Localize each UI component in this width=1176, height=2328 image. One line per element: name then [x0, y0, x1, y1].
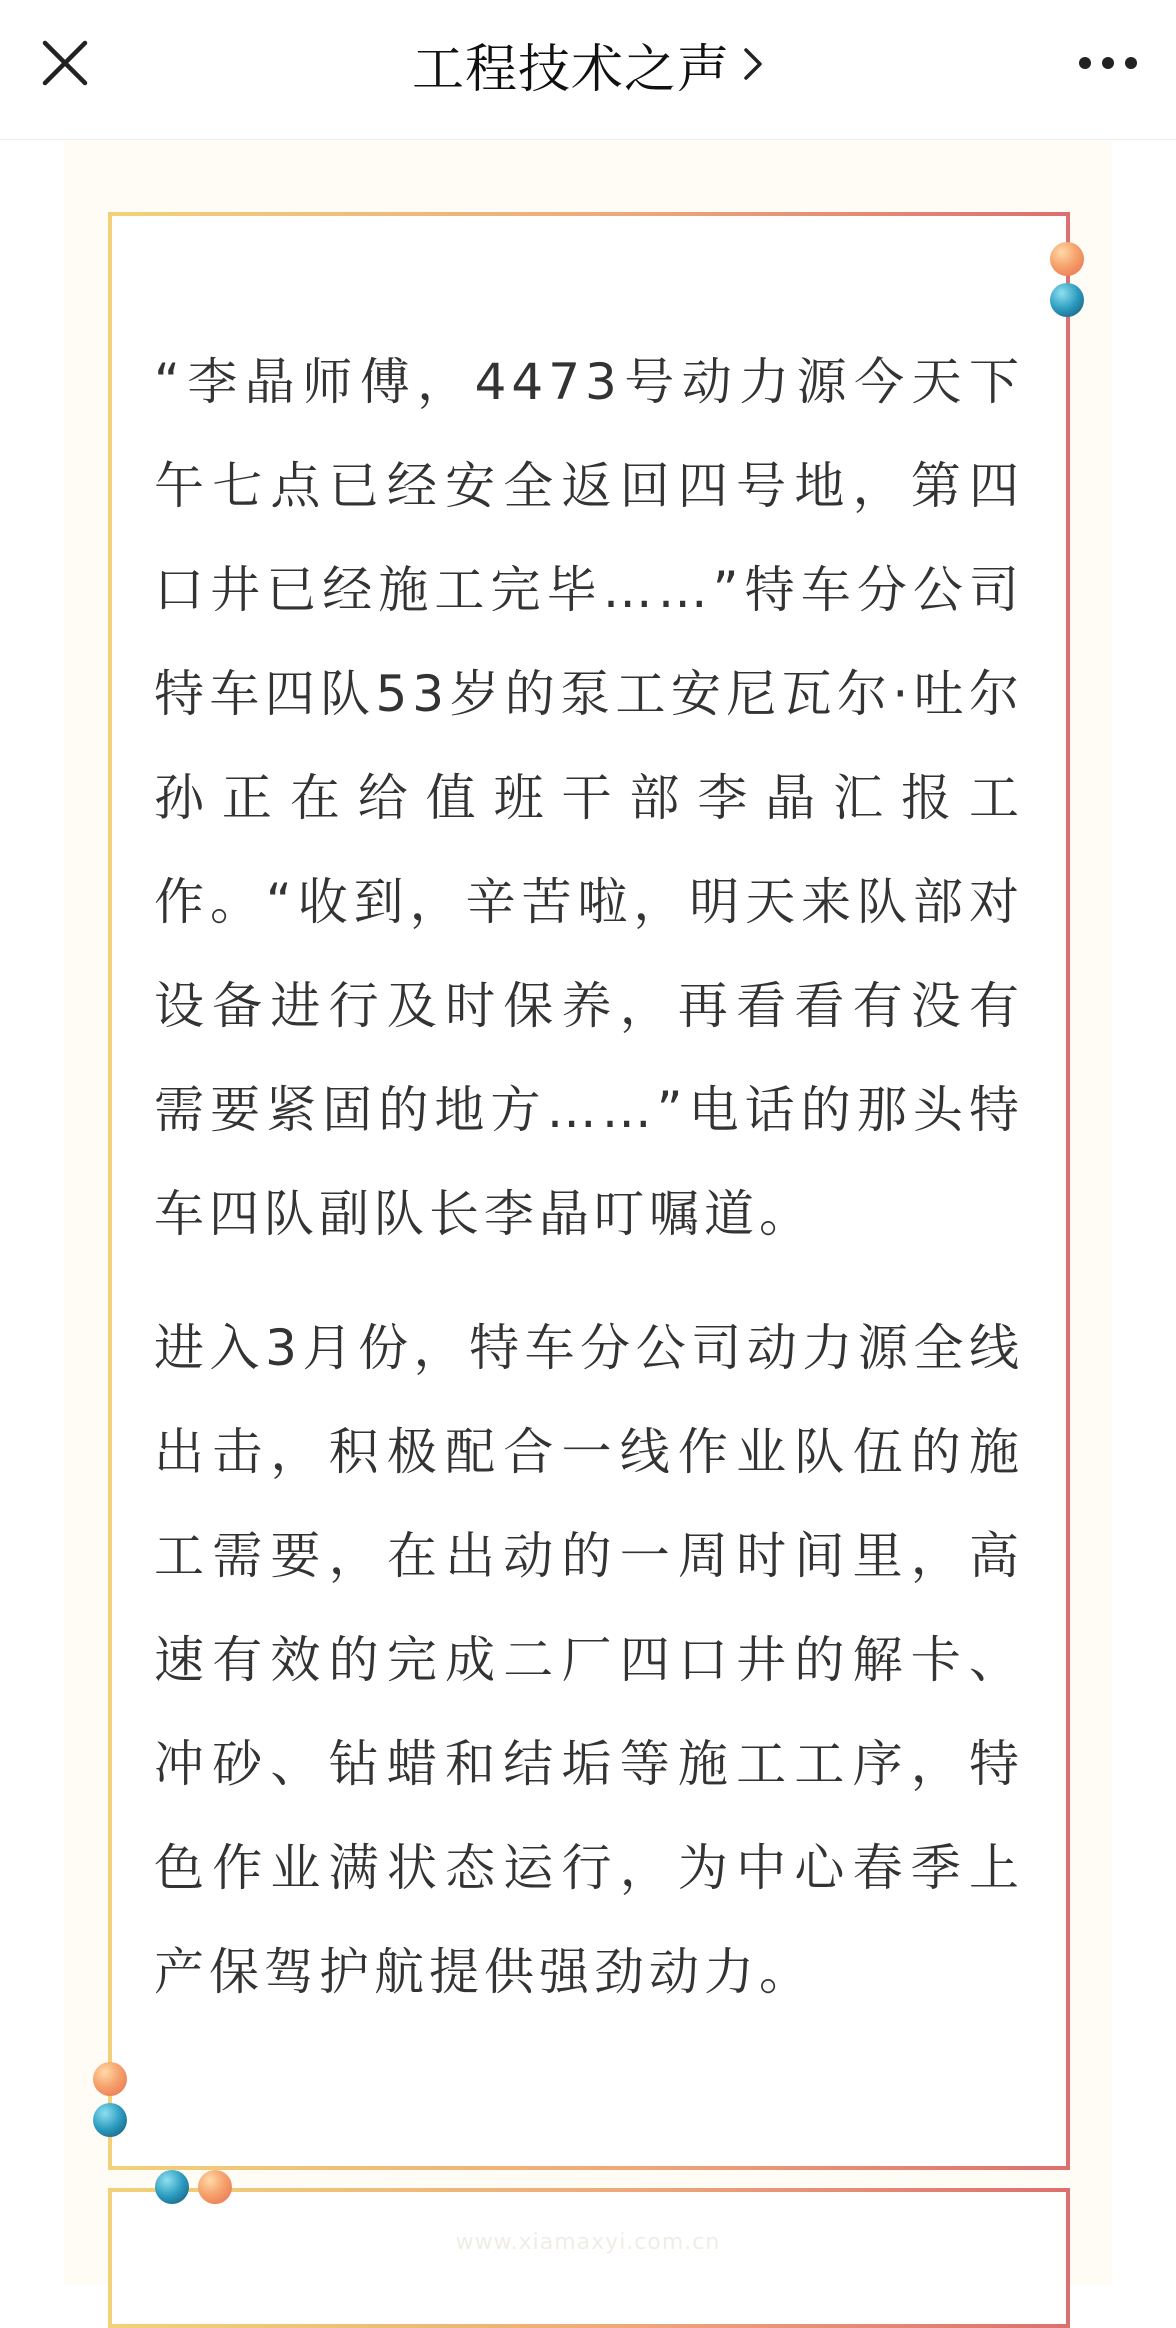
decorative-teal-dot	[1050, 283, 1084, 317]
decorative-orange-dot	[198, 2170, 232, 2204]
decorative-text-frame-next	[108, 2188, 1070, 2328]
decorative-orange-dot	[1050, 242, 1084, 276]
article-paragraph: 进入3月份，特车分公司动力源全线出击，积极配合一线作业队伍的施工需要，在出动的一周时间里，高速有效的完成二厂四口井的解卡、冲砂、钻蜡和结垢等施工工序，特色作业满状态运行，为中心春季上产保驾护航提供强劲动力。	[154, 1319, 1024, 2001]
more-dots-icon	[1078, 56, 1138, 70]
decorative-teal-dot	[93, 2103, 127, 2137]
top-navigation-bar	[0, 0, 1176, 140]
more-options-button[interactable]	[1068, 28, 1148, 98]
watermark-text: www.xiamaxyi.com.cn	[455, 2230, 721, 2255]
article-body	[154, 330, 1024, 2024]
chevron-right-icon	[742, 46, 764, 82]
article-paragraph: “李晶师傅，4473号动力源今天下午七点已经安全返回四号地，第四口井已经施工完毕……”特车分公司特车四队53岁的泵工安尼瓦尔·吐尔孙正在给值班干部李晶汇报工作。“收到，辛苦啦，明天来队部对设备进行及时保养，再看看有没有需要紧固的地方……”电话的那头特车四队副队长李晶叮嘱道。	[154, 353, 1024, 1243]
account-title-link[interactable]	[0, 24, 1176, 104]
decorative-orange-dot	[93, 2062, 127, 2096]
decorative-teal-dot	[155, 2170, 189, 2204]
account-name: 工程技术之声	[411, 39, 730, 100]
